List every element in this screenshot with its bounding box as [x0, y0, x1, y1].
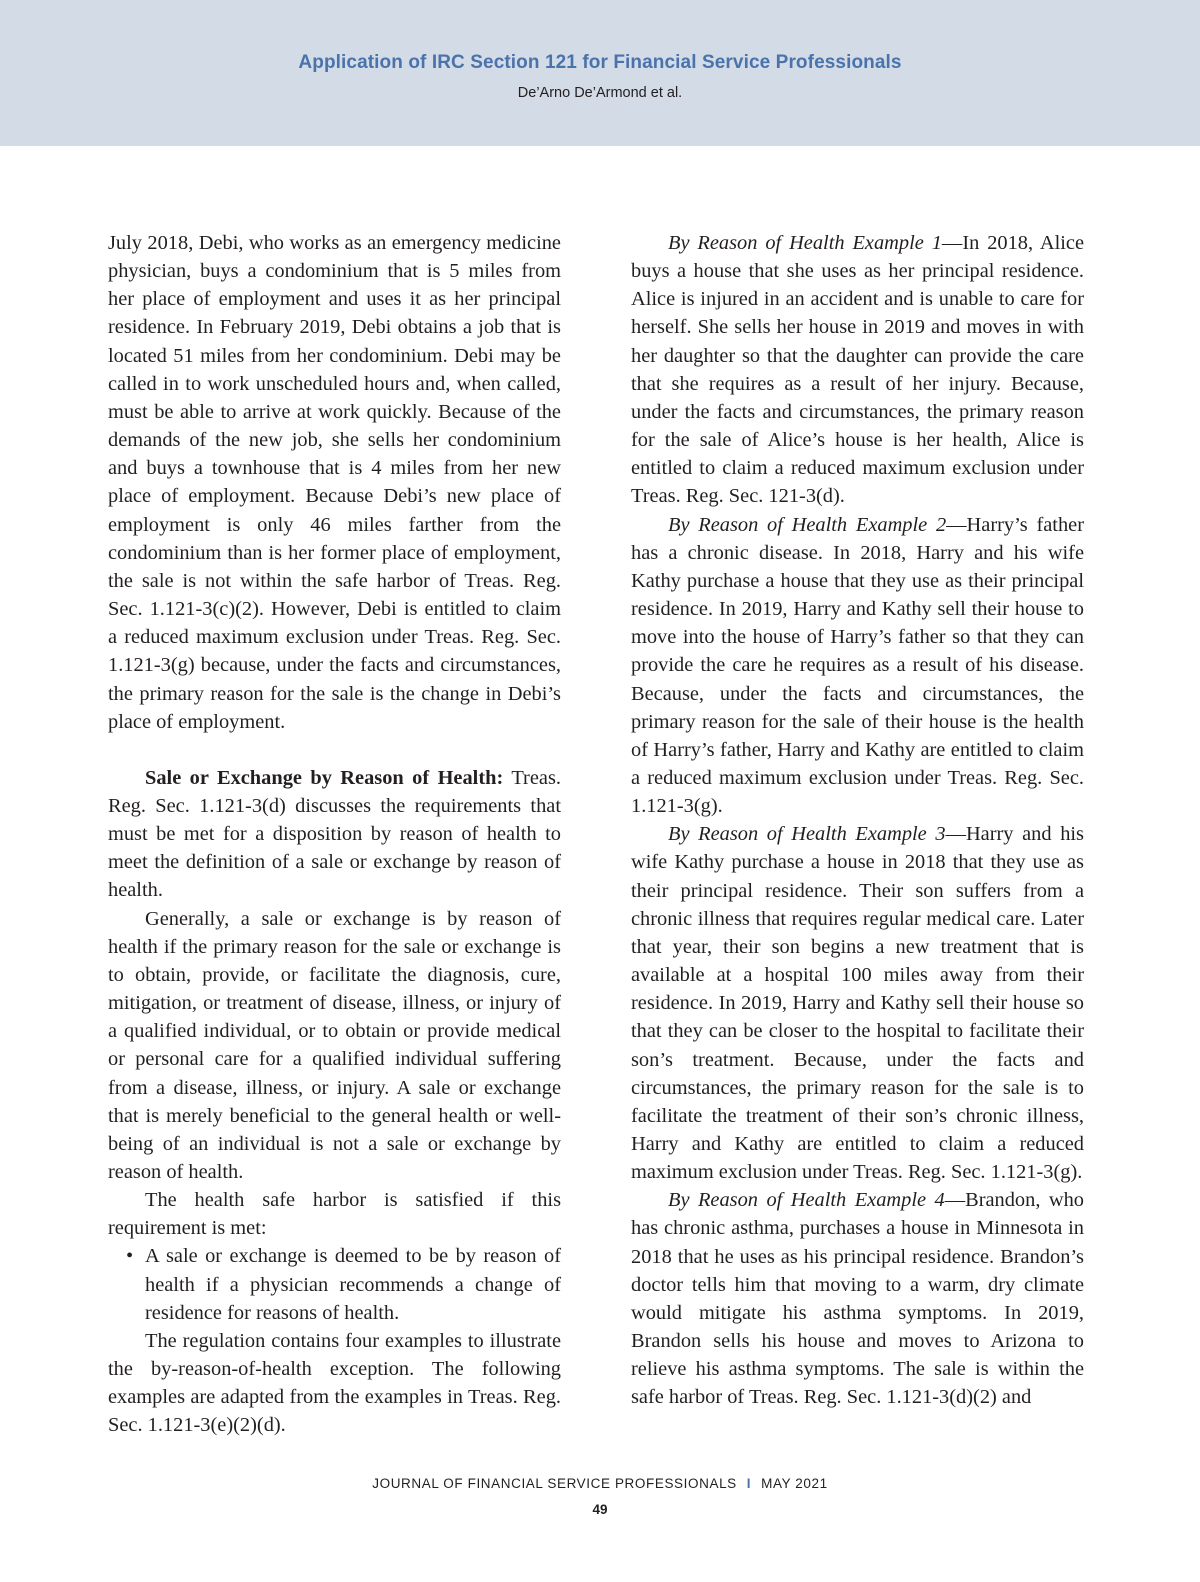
paragraph-example-4: [631, 1186, 1084, 1411]
example-4-text: —Brandon, who has chronic asthma, purchases a house in Minnesota in 2018 that he uses as his principal residence. Brandon’s doctor tells him that moving to a warm, dry climate would mitigate his asthma symptoms. In 2019, Brandon sells his house and moves to Arizona to relieve his asthma symptoms. The sale is within the safe harbor of Treas. Reg. Sec. 1.121-3(d)(2) and: [631, 1189, 1084, 1409]
journal-name: JOURNAL OF FINANCIAL SERVICE PROFESSIONALS: [372, 1476, 737, 1491]
example-1-text: —In 2018, Alice buys a house that she uses as her principal residence. Alice is injured in an accident and is unable to care for herself. She sells her house in 2019 and moves in with her daughter so that the daughter can provide the care that she requires as a result of her injury. Because, under the facts and circumstances, the primary reason for the sale of Alice’s house is her health, Alice is entitled to claim a reduced maximum exclusion under Treas. Reg. Sec. 121-3(d).: [631, 232, 1085, 508]
article-author: De’Arno De’Armond et al.: [517, 85, 683, 101]
section-heading-health: Sale or Exchange by Reason of Health:: [145, 766, 504, 789]
example-2-text: —Harry’s father has a chronic disease. In 2018, Harry and his wife Kathy purchase a house that they use as their principal residence. In 2019, Harry and Kathy sell their house to move into the house of Harry’s father so that they can provide the care he requires as a result of his disease. Because, under the facts and circumstances, the primary reason for the sale of their house is the health of Harry’s father, Harry and Kathy are entitled to claim a reduced maximum exclusion under Treas. Reg. Sec. 1.121-3(g).: [631, 513, 1084, 818]
footer-separator: I: [746, 1476, 752, 1491]
paragraph-example-1: [631, 229, 1084, 511]
article-title: Application of IRC Section 121 for Financial Service Professionals: [298, 52, 902, 73]
bullet-item: [108, 1242, 561, 1326]
page-number: 49: [592, 1502, 608, 1517]
example-3-label: By Reason of Health Example 3: [668, 823, 946, 846]
paragraph-example-2: [631, 511, 1084, 821]
left-column: [108, 229, 561, 1440]
paragraph-generally: Generally, a sale or exchange is by reason of health if the primary reason for the sale or exchange is to obtain, provide, or facilitate the diagnosis, cure, mitigation, or treatment of disease, illness, or injury of a qualified individual, or to obtain or provide medical or personal care for a qualified individual suffering from a disease, illness, or injury. A sale or exchange that is merely beneficial to the general health or well-being of an individual is not a sale or exchange by reason of health.: [108, 907, 561, 1183]
paragraph-regulation: The regulation contains four examples to illustrate the by-reason-of-health exception. The following examples are adapted from the examples in Treas. Reg. Sec. 1.121-3(e)(2)(d).: [108, 1329, 561, 1437]
example-2-label: By Reason of Health Example 2: [668, 513, 947, 536]
example-3-text: —Harry and his wife Kathy purchase a house in 2018 that they use as their principal residence. Their son suffers from a chronic illness that requires regular medical care. Later that year, their son begins a new treatment that is available at a hospital 100 miles away from their residence. In 2019, Harry and Kathy sell their house so that they can be closer to the hospital to facilitate their son’s treatment. Because, under the facts and circumstances, the primary reason for the sale is to facilitate the treatment of their son’s chronic illness, Harry and Kathy are entitled to claim a reduced maximum exclusion under Treas. Reg. Sec. 1.121-3(g).: [631, 823, 1084, 1184]
paragraph-safe-harbor: The health safe harbor is satisfied if this requirement is met:: [108, 1189, 561, 1240]
right-column: [631, 229, 1084, 1412]
section-heading-health-text: Treas. Reg. Sec. 1.121-3(d) discusses the requirements that must be met for a disposition by reason of health to meet the definition of a sale or exchange by reason of health.: [108, 766, 561, 902]
bullet-text: A sale or exchange is deemed to be by reason of health if a physician recommends a change of residence for reasons of health.: [145, 1245, 561, 1324]
paragraph-gap: [108, 736, 561, 764]
header-band: [0, 0, 1200, 146]
example-1-label: By Reason of Health Example 1: [668, 232, 942, 254]
paragraph-health-heading: [108, 764, 561, 905]
paragraph-debi-example: July 2018, Debi, who works as an emergency medicine physician, buys a condominium that is 5 miles from her place of employment and uses it as her principal residence. In February 2019, Debi obtains a job that is located 51 miles from her condominium. Debi may be called in to work unscheduled hours and, when called, must be able to arrive at work quickly. Because of the demands of the new job, she sells her condominium and buys a townhouse that is 4 miles from her new place of employment. Because Debi’s new place of employment is only 46 miles farther from the condominium than is her former place of employment, the sale is not within the safe harbor of Treas. Reg. Sec. 1.121-3(c)(2). However, Debi is entitled to claim a reduced maximum exclusion under Treas. Reg. Sec. 1.121-3(g) because, under the facts and circumstances, the primary reason for the sale is the change in Debi’s place of employment.: [108, 232, 561, 733]
paragraph-example-3: [631, 820, 1084, 1186]
bullet-icon: •: [126, 1245, 134, 1268]
footer-journal: [0, 1476, 1200, 1491]
issue-date: MAY 2021: [761, 1476, 828, 1491]
example-4-label: By Reason of Health Example 4: [668, 1189, 945, 1212]
